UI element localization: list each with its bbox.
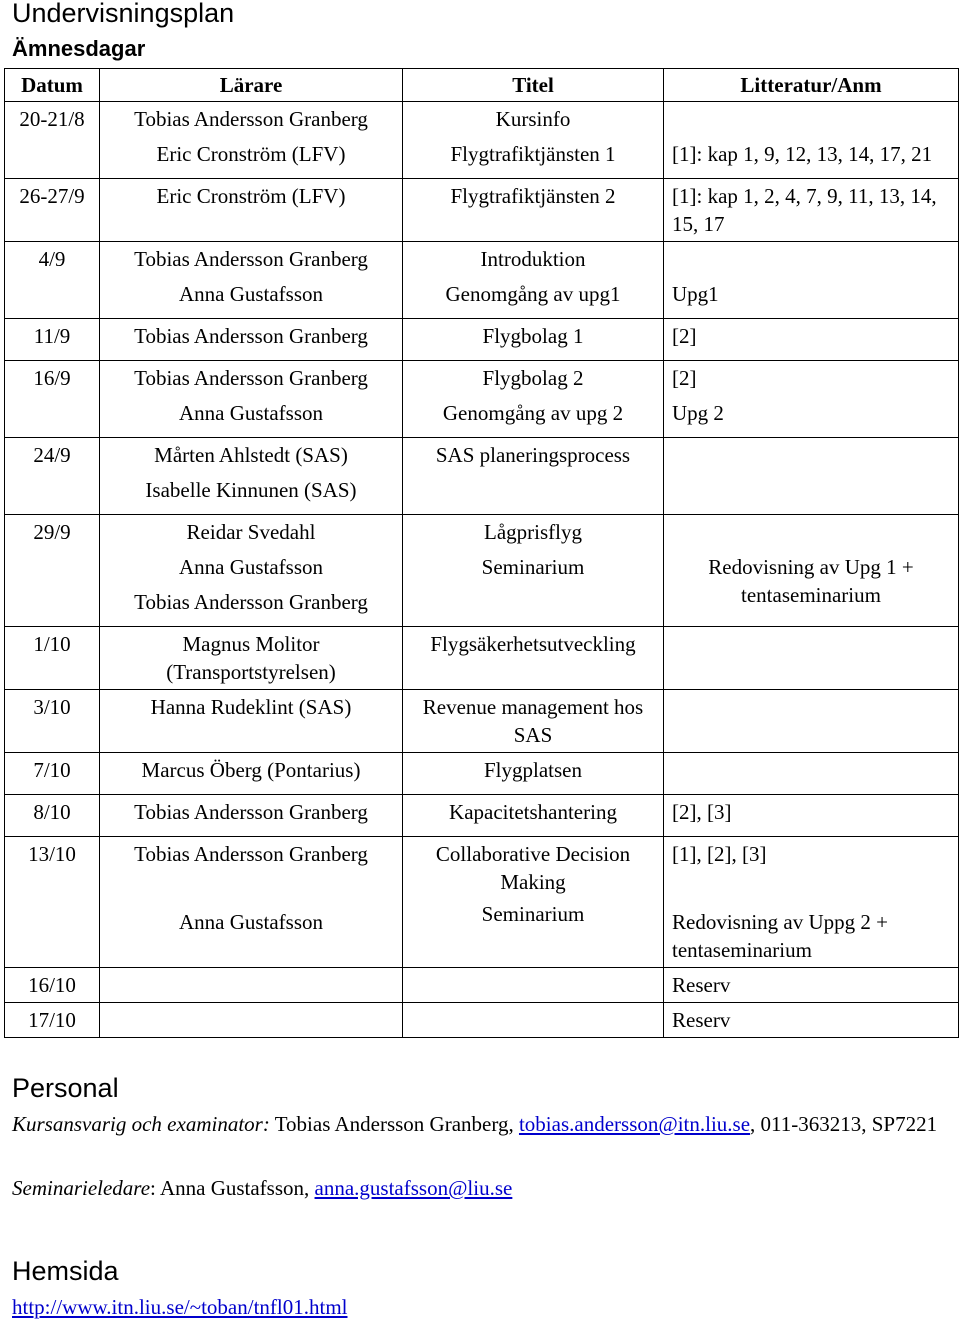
column-header-date: Datum [5, 69, 100, 102]
teacher-name: Eric Cronström (LFV) [156, 142, 346, 166]
literature-cell [664, 690, 959, 753]
date-cell: 3/10 [5, 690, 100, 753]
teacher-cell [100, 753, 403, 795]
session-title: Flygtrafiktjänsten 2 [450, 184, 616, 208]
title-cell [403, 753, 664, 795]
literature-note: Redovisning av Upg 1 + tentaseminarium [708, 555, 914, 607]
teacher-cell [100, 361, 403, 438]
homepage-link[interactable]: http://www.itn.liu.se/~toban/tnfl01.html [12, 1295, 348, 1319]
literature-note: Upg 2 [672, 401, 724, 425]
schedule-table [4, 68, 959, 1038]
title-cell [403, 968, 664, 1003]
table-row [5, 515, 959, 627]
teacher-name: Eric Cronström (LFV) [156, 184, 346, 208]
title-cell [403, 690, 664, 753]
literature-cell [664, 1003, 959, 1038]
literature-note: Upg1 [672, 282, 719, 306]
page-title: Undervisningsplan [12, 0, 235, 28]
seminar-leader-paragraph [12, 1174, 947, 1202]
date-cell: 11/9 [5, 319, 100, 361]
teacher-name: Anna Gustafsson [178, 555, 324, 579]
title-cell [403, 837, 664, 968]
column-header-title: Titel [403, 69, 664, 102]
examiner-email-link[interactable]: tobias.andersson@itn.liu.se [518, 1112, 751, 1136]
teacher-cell [100, 515, 403, 627]
date-cell: 26-27/9 [5, 179, 100, 242]
homepage-heading: Hemsida [12, 1256, 119, 1286]
session-title: Kursinfo [495, 107, 571, 131]
literature-note: Redovisning av Uppg 2 + tentaseminarium [672, 910, 888, 962]
table-row [5, 438, 959, 515]
examiner-contact: , 011-363213, SP7221 [750, 1112, 938, 1136]
literature-cell [664, 753, 959, 795]
table-row [5, 1003, 959, 1038]
session-title: Flygsäkerhetsutveckling [430, 632, 636, 656]
title-cell [403, 179, 664, 242]
literature-note: [1], [2], [3] [672, 842, 767, 866]
examiner-label: Kursansvarig och examinator: [12, 1112, 270, 1136]
seminar-leader-label: Seminarieledare [12, 1176, 151, 1200]
session-title: SAS planeringsprocess [435, 443, 631, 467]
literature-cell [664, 102, 959, 179]
literature-cell [664, 515, 959, 627]
teacher-cell [100, 690, 403, 753]
title-cell [403, 515, 664, 627]
title-cell [403, 795, 664, 837]
session-title: Genomgång av upg 2 [442, 401, 624, 425]
session-title: Flygtrafiktjänsten 1 [450, 142, 616, 166]
literature-note: [2], [3] [672, 800, 732, 824]
teacher-name: Reidar Svedahl [186, 520, 316, 544]
session-title: Flygbolag 1 [482, 324, 584, 348]
literature-note: [1]: kap 1, 2, 4, 7, 9, 11, 13, 14, 15, 17 [672, 184, 937, 236]
teacher-name: Isabelle Kinnunen (SAS) [145, 478, 357, 502]
table-row [5, 690, 959, 753]
section-subtitle: Ämnesdagar [12, 36, 146, 61]
table-row [5, 361, 959, 438]
title-cell [403, 319, 664, 361]
table-row [5, 627, 959, 690]
column-header-teacher: Lärare [100, 69, 403, 102]
date-cell: 16/10 [5, 968, 100, 1003]
date-cell: 4/9 [5, 242, 100, 319]
literature-cell [664, 242, 959, 319]
literature-note: [2] [672, 366, 697, 390]
session-title: Genomgång av upg1 [445, 282, 621, 306]
table-row [5, 102, 959, 179]
literature-cell [664, 361, 959, 438]
session-title: Revenue management hos SAS [422, 695, 644, 747]
literature-cell [664, 438, 959, 515]
literature-note: [1]: kap 1, 9, 12, 13, 14, 17, 21 [672, 142, 933, 166]
table-row [5, 179, 959, 242]
date-cell: 24/9 [5, 438, 100, 515]
date-cell: 16/9 [5, 361, 100, 438]
title-cell [403, 627, 664, 690]
session-title: Seminarium [481, 902, 585, 926]
teacher-name: Anna Gustafsson [178, 282, 324, 306]
teacher-cell [100, 1003, 403, 1038]
seminar-leader-name: : Anna Gustafsson, [150, 1176, 315, 1200]
date-cell: 29/9 [5, 515, 100, 627]
date-cell: 20-21/8 [5, 102, 100, 179]
teacher-name: Anna Gustafsson [178, 910, 324, 934]
teacher-name: Magnus Molitor (Transportstyrelsen) [166, 632, 336, 684]
teacher-name: Anna Gustafsson [178, 401, 324, 425]
column-header-literature: Litteratur/Anm [664, 69, 959, 102]
table-row [5, 795, 959, 837]
table-row [5, 242, 959, 319]
teacher-name: Tobias Andersson Granberg [134, 590, 368, 614]
literature-note: Reserv [672, 1008, 731, 1032]
teacher-name: Tobias Andersson Granberg [134, 842, 368, 866]
teacher-name: Tobias Andersson Granberg [134, 800, 368, 824]
teacher-cell [100, 319, 403, 361]
table-row [5, 968, 959, 1003]
teacher-cell [100, 837, 403, 968]
teacher-name: Hanna Rudeklint (SAS) [150, 695, 352, 719]
title-cell [403, 361, 664, 438]
literature-cell [664, 179, 959, 242]
session-title: Flygplatsen [484, 758, 582, 782]
seminar-leader-email-link[interactable]: anna.gustafsson@liu.se [314, 1176, 513, 1200]
table-header-row [5, 69, 959, 102]
table-row [5, 319, 959, 361]
literature-cell [664, 319, 959, 361]
teacher-name: Mårten Ahlstedt (SAS) [154, 443, 348, 467]
session-title: Seminarium [481, 555, 585, 579]
examiner-name: Tobias Andersson Granberg, [269, 1112, 519, 1136]
literature-cell [664, 795, 959, 837]
title-cell [403, 102, 664, 179]
teacher-name: Tobias Andersson Granberg [134, 324, 368, 348]
table-row [5, 753, 959, 795]
session-title: Collaborative Decision Making [435, 842, 631, 894]
session-title: Lågprisflyg [484, 520, 582, 544]
date-cell: 13/10 [5, 837, 100, 968]
teacher-cell [100, 795, 403, 837]
teacher-cell [100, 968, 403, 1003]
literature-cell [664, 627, 959, 690]
teacher-cell [100, 438, 403, 515]
literature-cell [664, 837, 959, 968]
date-cell: 7/10 [5, 753, 100, 795]
title-cell [403, 438, 664, 515]
teacher-cell [100, 627, 403, 690]
literature-note: Reserv [672, 973, 731, 997]
literature-note: [2] [672, 324, 697, 348]
teacher-cell [100, 102, 403, 179]
table-row [5, 837, 959, 968]
personal-heading: Personal [12, 1073, 119, 1103]
literature-cell [664, 968, 959, 1003]
session-title: Kapacitetshantering [449, 800, 617, 824]
session-title: Introduktion [480, 247, 586, 271]
examiner-paragraph [12, 1110, 947, 1138]
date-cell: 17/10 [5, 1003, 100, 1038]
date-cell: 1/10 [5, 627, 100, 690]
session-title: Flygbolag 2 [482, 366, 584, 390]
date-cell: 8/10 [5, 795, 100, 837]
title-cell [403, 1003, 664, 1038]
teacher-name: Tobias Andersson Granberg [134, 107, 368, 131]
teacher-name: Marcus Öberg (Pontarius) [141, 758, 361, 782]
teacher-name: Tobias Andersson Granberg [134, 366, 368, 390]
teacher-name: Tobias Andersson Granberg [134, 247, 368, 271]
title-cell [403, 242, 664, 319]
teacher-cell [100, 242, 403, 319]
teacher-cell [100, 179, 403, 242]
